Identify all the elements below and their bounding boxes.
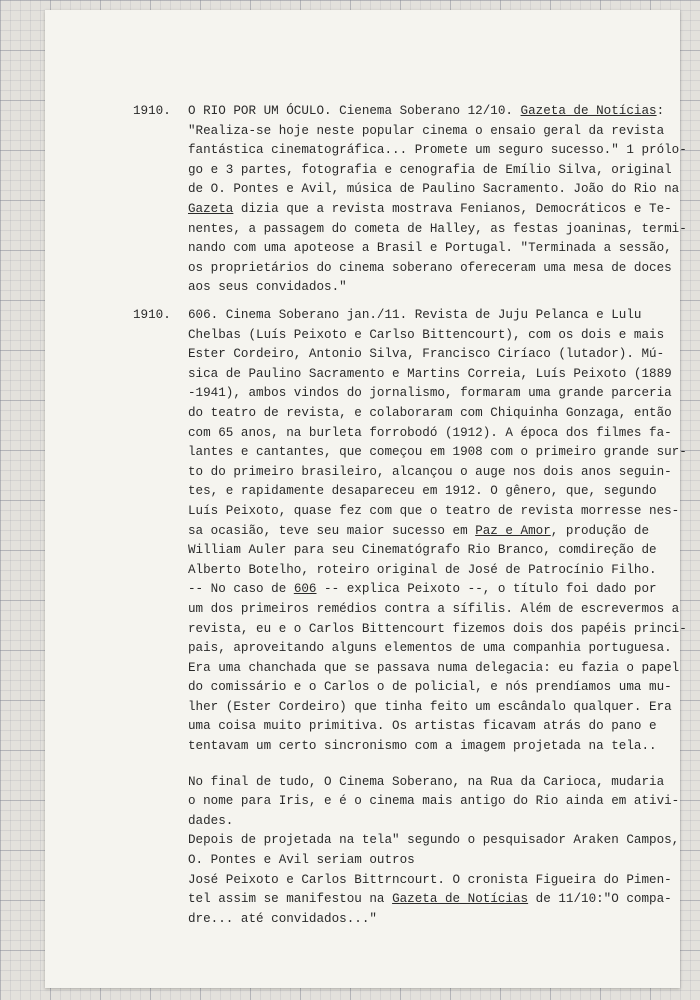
text-segment: dre... até convidados..." — [188, 911, 377, 926]
text-segment: tel assim se manifestou na — [188, 892, 393, 907]
text-line — [188, 580, 666, 600]
text-line — [188, 812, 666, 832]
underlined-title: Paz e Amor — [475, 523, 551, 538]
text-line — [188, 482, 666, 502]
text-line — [188, 141, 687, 161]
text-line — [188, 326, 666, 346]
underlined-title: 606 — [293, 582, 317, 597]
text-segment: to do primeiro brasileiro, alcançou o auge nos dois anos seguin- — [188, 464, 672, 479]
text-line — [188, 463, 672, 483]
text-line — [188, 871, 672, 891]
text-segment: de O. Pontes e Avil, música de Paulino Sacramento. João do Rio na — [188, 182, 680, 197]
text-line — [188, 239, 672, 259]
text-segment: -- No caso de — [188, 582, 294, 597]
text-line — [188, 773, 666, 793]
text-line — [188, 737, 666, 757]
underlined-title: Gazeta de Notícias — [520, 104, 657, 118]
text-segment: 606. Cinema Soberano jan./11. Revista de Juju Pelanca e Lulu — [188, 308, 642, 322]
text-segment: fantástica cinematográfica... Promete um seguro sucesso." 1 prólo- — [188, 143, 687, 158]
text-line — [188, 600, 680, 620]
text-segment: sa ocasião, teve seu maior sucesso em — [188, 523, 476, 538]
text-line — [188, 220, 687, 240]
text-segment: revista, eu e o Carlos Bittencourt fizemos dois dos papéis princi- — [188, 621, 687, 636]
text-line — [188, 910, 666, 930]
text-line — [188, 384, 672, 404]
text-line — [188, 443, 687, 463]
text-line — [188, 122, 666, 142]
text-line — [188, 659, 680, 679]
text-segment: uma coisa muito primitiva. Os artistas ficavam atrás do pano e — [188, 719, 657, 734]
typed-page — [45, 10, 687, 988]
entry-text — [188, 102, 687, 298]
text-line — [188, 345, 666, 365]
text-line — [188, 424, 672, 444]
text-segment: nentes, a passagem do cometa de Halley, as festas joaninas, termi- — [188, 221, 687, 236]
text-segment: um dos primeiros remédios contra a sífilis. Além de escrevermos a — [188, 601, 680, 616]
entry-year: 1910. — [133, 104, 171, 118]
text-segment: Era uma chanchada que se passava numa delegacia: eu fazia o papel — [188, 660, 680, 675]
text-line — [188, 502, 680, 522]
text-segment: do teatro de revista, e colaboraram com Chiquinha Gonzaga, então — [188, 405, 672, 420]
text-segment: o nome para Iris, e é o cinema mais antigo do Rio ainda em ativi- — [188, 794, 680, 809]
text-segment: com 65 anos, na burleta forrobodó (1912). A época dos filmes fa- — [188, 425, 672, 440]
text-line — [188, 717, 666, 737]
text-segment: os proprietários do cinema soberano ofereceram uma mesa de doces — [188, 260, 672, 275]
text-segment: O. Pontes e Avil seriam outros — [188, 853, 415, 868]
text-segment: tentavam um certo sincronismo com a imagem projetada na tela.. — [188, 739, 657, 754]
text-line — [188, 404, 672, 424]
entry-text — [188, 306, 687, 929]
underlined-title: Gazeta — [188, 201, 234, 216]
text-line — [188, 831, 680, 851]
text-line — [188, 541, 666, 561]
text-line — [188, 200, 672, 220]
text-segment: José Peixoto e Carlos Bittrncourt. O cronista Figueira do Pimen- — [188, 872, 672, 887]
text-segment: Chelbas (Luís Peixoto e Carlso Bittencourt), com os dois e mais — [188, 327, 665, 342]
text-segment: aos seus convidados." — [188, 280, 347, 295]
text-segment: pais, aproveitando alguns elementos de uma companhia portuguesa. — [188, 641, 672, 656]
text-segment: go e 3 partes, fotografia e cenografia de Emílio Silva, original — [188, 162, 672, 177]
text-line — [188, 851, 666, 871]
text-segment: Ester Cordeiro, Antonio Silva, Francisco Ciríaco (lutador). Mú- — [188, 347, 665, 362]
text-segment: "Realiza-se hoje neste popular cinema o ensaio geral da revista — [188, 123, 665, 138]
text-segment: No final de tudo, O Cinema Soberano, na Rua da Carioca, mudaria — [188, 774, 665, 789]
text-line — [188, 678, 672, 698]
text-line — [188, 259, 672, 279]
text-segment: sica de Paulino Sacramento e Martins Correia, Luís Peixoto (1889 — [188, 366, 672, 381]
text-segment: Alberto Botelho, roteiro original de José de Patrocínio Filho. — [188, 562, 657, 577]
text-segment: William Auler para seu Cinematógrafo Rio Branco, comdireção de — [188, 543, 657, 558]
text-segment: dades. — [188, 813, 234, 828]
text-segment: tes, e rapidamente desapareceu em 1912. O gênero, que, segundo — [188, 484, 657, 499]
text-segment: lher (Ester Cordeiro) que tinha feito um escândalo qualquer. Era — [188, 699, 672, 714]
text-line — [188, 620, 687, 640]
underlined-title: Gazeta de Notícias — [392, 892, 529, 907]
text-segment: -1941), ambos vindos do jornalismo, formaram uma grande parceria — [188, 386, 672, 401]
text-line — [188, 306, 666, 326]
text-line — [188, 161, 672, 181]
text-segment: , produção de — [550, 523, 650, 538]
text-segment: Luís Peixoto, quase fez com que o teatro de revista morresse nes- — [188, 503, 680, 518]
text-segment: de 11/10:"O compa- — [528, 892, 672, 907]
text-segment: nando com uma apoteose a Brasil e Portugal. "Terminada a sessão, — [188, 241, 672, 256]
text-line — [188, 792, 680, 812]
text-segment: lantes e cantantes, que começou em 1908 com o primeiro grande sur- — [188, 445, 687, 460]
paragraph-gap — [188, 757, 666, 773]
entry-year: 1910. — [133, 308, 171, 322]
text-line — [188, 561, 666, 581]
text-segment: O RIO POR UM ÓCULO. Cienema Soberano 12/10. — [188, 104, 521, 118]
text-line — [188, 698, 672, 718]
text-segment: do comissário e o Carlos o de policial, e nós prendíamos uma mu- — [188, 680, 672, 695]
text-line — [188, 639, 672, 659]
text-line — [188, 365, 672, 385]
text-segment: -- explica Peixoto --, o título foi dado por — [316, 582, 657, 597]
text-line — [188, 890, 672, 910]
text-line — [188, 102, 666, 122]
text-segment: : — [656, 104, 665, 118]
text-segment: Depois de projetada na tela" segundo o pesquisador Araken Campos, — [188, 833, 680, 848]
text-line — [188, 278, 666, 298]
text-line — [188, 180, 680, 200]
text-segment: dizia que a revista mostrava Fenianos, Democráticos e Te- — [233, 201, 672, 216]
text-line — [188, 522, 666, 542]
